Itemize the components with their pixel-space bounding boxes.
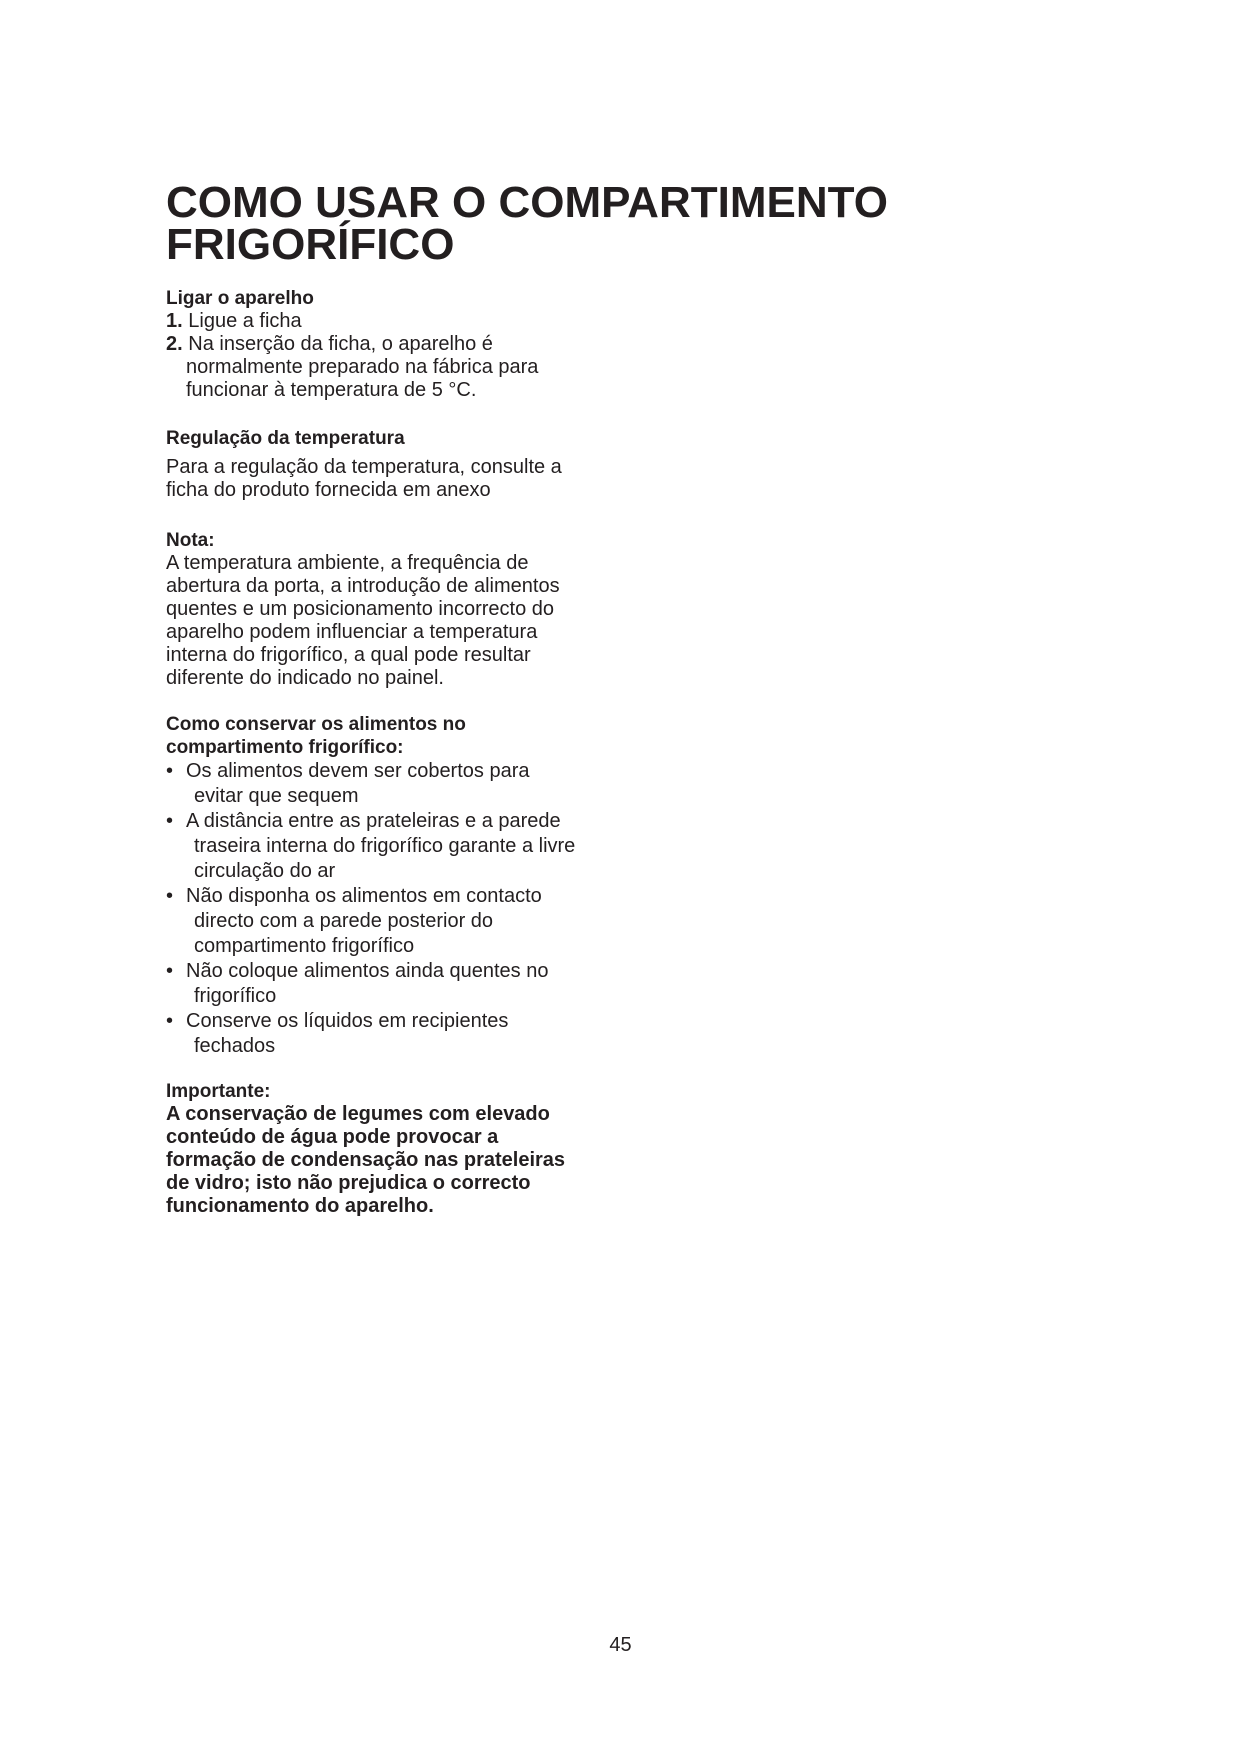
item-text: Na inserção da ficha, o aparelho é <box>188 333 493 355</box>
item-text: funcionar à temperatura de 5 °C. <box>186 379 477 401</box>
section-importante <box>166 1080 626 1218</box>
item-number: 1. <box>166 310 183 332</box>
item-text: normalmente preparado na fábrica para <box>186 356 539 378</box>
paragraph-line: de vidro; isto não prejudica o correcto <box>166 1172 531 1194</box>
bullet-icon: • <box>166 885 174 907</box>
list-item: • A distância entre as prateleiras e a parede <box>166 810 561 832</box>
list-item: • Os alimentos devem ser cobertos para <box>166 760 530 782</box>
item-text: traseira interna do frigorífico garante a livre <box>194 835 576 857</box>
list-item: • Não coloque alimentos ainda quentes no <box>166 960 549 982</box>
page-number: 45 <box>609 1634 632 1656</box>
paragraph-line: funcionamento do aparelho. <box>166 1195 434 1217</box>
paragraph-line: ficha do produto fornecida em anexo <box>166 479 491 501</box>
list-item <box>166 333 626 356</box>
paragraph-line: aparelho podem influenciar a temperatura <box>166 621 538 643</box>
title-line-2: FRIGORÍFICO <box>166 220 455 269</box>
paragraph-line: A temperatura ambiente, a frequência de <box>166 552 529 574</box>
section-heading: Ligar o aparelho <box>166 288 314 309</box>
section-heading: Importante: <box>166 1081 271 1102</box>
bullet-icon: • <box>166 960 174 982</box>
list-item: • Não disponha os alimentos em contacto <box>166 885 542 907</box>
section-heading: Regulação da temperatura <box>166 428 405 449</box>
section-nota <box>166 529 626 690</box>
item-number: 2. <box>166 333 183 355</box>
section-conservar <box>166 713 626 1059</box>
paragraph-line: abertura da porta, a introdução de alimentos <box>166 575 560 597</box>
item-text: circulação do ar <box>194 860 336 882</box>
section-heading: Nota: <box>166 530 215 551</box>
list-item: • Conserve os líquidos em recipientes <box>166 1010 509 1032</box>
section-regulacao <box>166 427 626 502</box>
paragraph-line: quentes e um posicionamento incorrecto do <box>166 598 555 620</box>
bullet-icon: • <box>166 760 174 782</box>
paragraph-line: A conservação de legumes com elevado <box>166 1103 550 1125</box>
item-text: compartimento frigorífico <box>194 935 415 957</box>
paragraph-line: diferente do indicado no painel. <box>166 667 444 689</box>
bullet-icon: • <box>166 810 174 832</box>
paragraph-line: Para a regulação da temperatura, consulte a <box>166 456 562 478</box>
page-title <box>166 178 1166 269</box>
item-text: directo com a parede posterior do <box>194 910 494 932</box>
item-text: Ligue a ficha <box>188 310 302 332</box>
section-heading: Como conservar os alimentos no <box>166 714 466 735</box>
item-text: fechados <box>194 1035 276 1057</box>
paragraph-line: conteúdo de água pode provocar a <box>166 1126 499 1148</box>
section-ligar <box>166 287 626 402</box>
bullet-icon: • <box>166 1010 174 1032</box>
paragraph-line: formação de condensação nas prateleiras <box>166 1149 566 1171</box>
title-line-1: COMO USAR O COMPARTIMENTO <box>166 178 888 227</box>
item-text: frigorífico <box>194 985 277 1007</box>
list-item <box>166 310 626 333</box>
section-heading: compartimento frigorífico: <box>166 737 404 758</box>
item-text: evitar que sequem <box>194 785 359 807</box>
paragraph-line: interna do frigorífico, a qual pode resultar <box>166 644 531 666</box>
